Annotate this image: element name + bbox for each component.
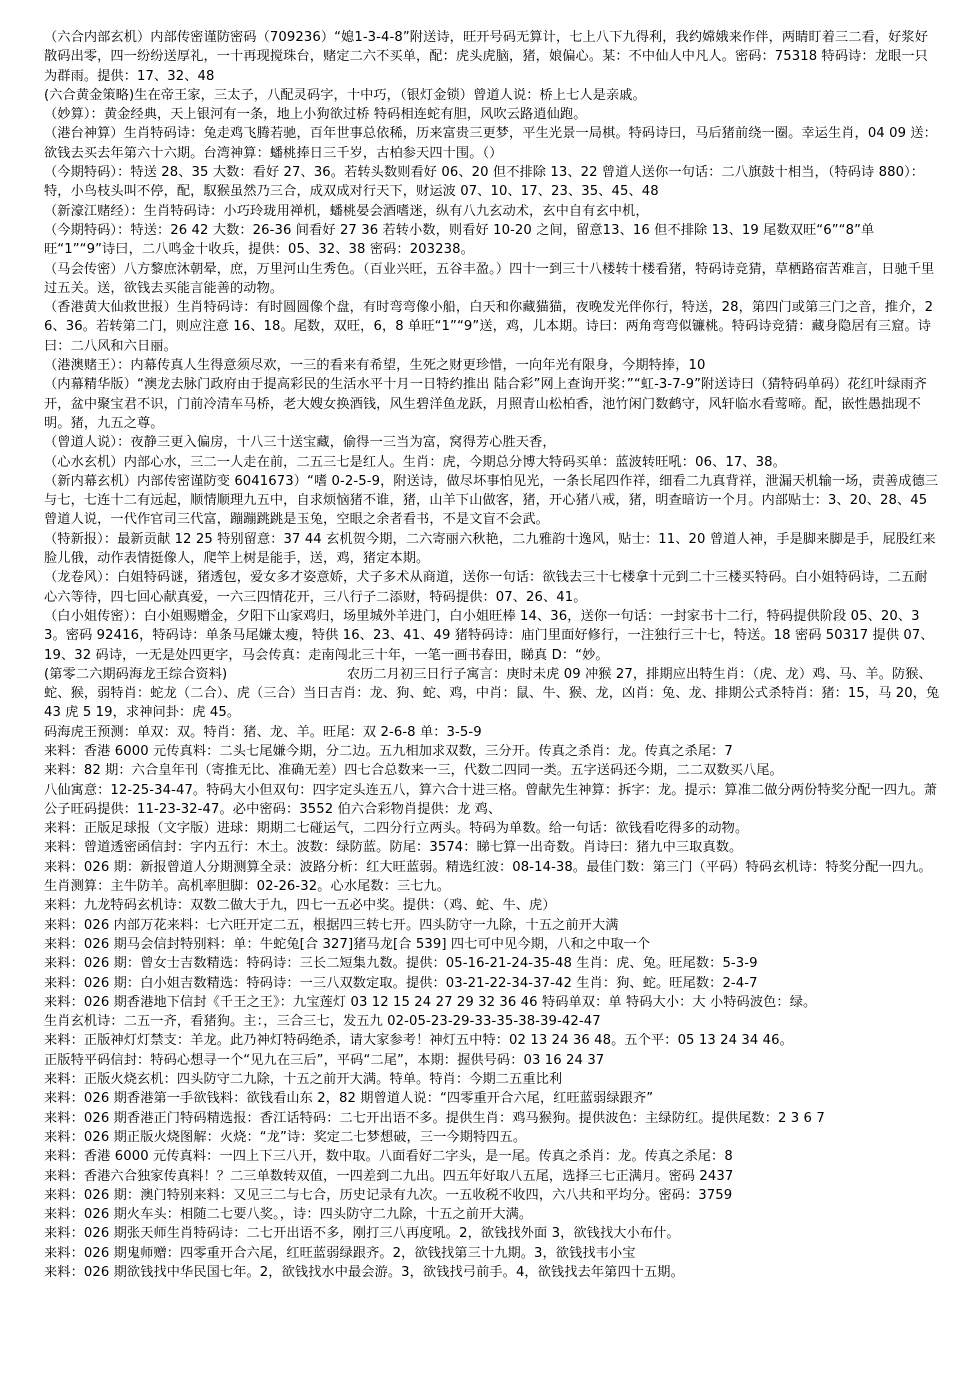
paragraph-32: 生肖玄机诗：二五一齐，看猪狗。主：，三合三七，发五九 02-05-23-29-33-35-38-39-42-47: [44, 1014, 601, 1030]
paragraph-5: （今期特码）：特送 28、35 大数：看好 27、36。若转头数则看好 06、20 但不排除 13、22 曾道人送你一句话：二八旗鼓十相当，（特码诗 880）：特，小鸟枝头叫不停，配，馭猴虽然乃三合，成双成对行天下，财运波 07、10、17、23、35、45、48: [44, 165, 925, 200]
paragraph-34: 正版特平码信封：特码心想寻一个“见九在三后”，平码“二尾”，本期：握供号码：03 16 24 37: [44, 1052, 605, 1068]
paragraph-2: (六合黄金策略)生在帝王家，三太子，八配灵码字，十中巧，（银灯金锁）曾道人说：桥上七人是亲戚。: [44, 87, 646, 103]
paragraph-42: 来料：026 期火车头：相随二七要八奖。，诗：四头防守二九除，十五之前开大满。: [44, 1207, 533, 1223]
paragraph-11: （内幕精华版）“澳龙去脉门政府由于提高彩民的生活水平十月一日特约推出 陆合彩”网上查询开奖：”“虹-3-7-9”附送诗曰（猜特码单码）花红叶绿雨齐开，盆中聚宝君不识，门前冷清车马桥，老大嫂女换酒钱，风生碧洋鱼龙跃，月照青山松柏香，池竹闲门数鹤守，风轩临水看莺啼。配，嵌性愚拙现不明。猪，九五之尊。: [44, 377, 927, 431]
paragraph-44: 来料：026 期鬼师赠：四零重开合六尾，红旺蓝弱绿跟齐。2，欲钱找第三十九期。3，欲钱找韦小宝: [44, 1245, 636, 1261]
paragraph-7: （今期特码）：特送：26 42 大数：26-36 间看好 27 36 若转小数，则看好 10-20 之间，留意13、16 但不排除 13、19 尾数双旺“6”“8”单旺“1”“9”诗曰，二八鸣金十收兵，提供：05、32、38 密码：203238。: [44, 222, 875, 258]
paragraph-16: （龙卷风）：白姐特码谜，猪透包，爱女多才姿意娇，犬子多术从商道，送你一句话：欲钱去三十七楼拿十元到二十三楼买特码。白小姐特码诗，二五耐心六等待，四七回心献真爱，一六三四情花开，三八行子二添财，特码提供：07、26、41。: [44, 570, 928, 605]
paragraph-24: 来料：曾道透密函信封：字内五行：木土。波数：绿防蓝。防尾：3574：睇七算一出奇数。肖诗曰：猪九中三取真数。: [44, 840, 743, 856]
paragraph-31: 来料：026 期香港地下信封《千王之王》：九宝莲灯 03 12 15 24 27 29 32 36 46 特码单双：单 特码大小：大 小特码波色：绿。: [44, 994, 817, 1010]
paragraph-41: 来料：026 期：澳门特别来料：又见三二与七合，历史记录有九次。一五收税不收四，六八共和平均分。密码：3759: [44, 1187, 733, 1203]
paragraph-43: 来料：026 期张天师生肖特码诗：二七开出语不多，刚打三八再度吼。2，欲钱找外面 3，欲钱找大小布什。: [44, 1226, 680, 1242]
paragraph-38: 来料：026 期正版火烧图解：火烧：“龙”诗：奖定二七梦想破，三一今期特四五。: [44, 1129, 527, 1145]
paragraph-21: 来料：82 期：六合皇年刊（寄推无比、准确无差）四七合总数来一三，代数二四同一类。五字送码还今期，二二双数买八尾。: [44, 763, 783, 779]
paragraph-12: （曾道人说）：夜静三更入偏房，十八三十送宝藏，偷得一三当为富，窝得芳心胜天香，: [44, 435, 556, 451]
paragraph-10: （港澳赌王）：内幕传真人生得意须尽欢，一三的看来有希望，生死之财更珍惜，一向年光有限身，今期特捧，10: [44, 358, 706, 374]
paragraph-3: （妙算）：黄金经典，天上银河有一条，地上小狗欲过桥 特码相连蛇有胆，风吹云路逍仙跑。: [44, 107, 587, 123]
paragraph-17: （白小姐传密）：白小姐赐赠金，夕阳下山家鸡归，场里城外羊进门，白小姐旺棒 14、36，送你一句话：一封家书十二行，特码提供阶段 05、20、33。密码 92416，特码诗：单条马尾嫌太瘦，特供 16、23、41、49 猪特码诗：庙门里面好修行，一注独行三十七，特送。18 密码 50317 提供 07、19、32 码诗，一无是处四更字，马会传真：走南闯北三十年，一笔一画书春田，睇真 D：“妙。: [44, 608, 934, 663]
paragraph-19: 码海虎王预测：单双：双。特肖：猪、龙、羊。旺尾：双 2-6-8 单：3-5-9: [44, 724, 482, 740]
paragraph-35: 来料：正版火烧玄机：四头防守二九除，十五之前开大满。特单。特肖：今期二五重比利: [44, 1072, 563, 1088]
paragraph-28: 来料：026 期马会信封特别料：单：牛蛇兔[合 327]猪马龙[合 539] 四七可中见今期，八和之中取一个: [44, 936, 651, 952]
paragraph-1: （六合内部玄机）内部传密谨防密码（709236）“媳1-3-4-8”附送诗，旺开号码无算计，七上八下九得利，我约嫦娥来作伴，两睛盯着三二看，好浆好散码出零，四一纷纷送厚礼，一十再现搅珠台，赌定二六不买单，配：虎头虎脑，猪，娘偏心。某：不中仙人中凡人。密码：75318 特码诗：龙眼一只为群雨。提供：17、32、48: [44, 30, 929, 84]
paragraph-26: 来料：九龙特码玄机诗：双数二做大于九，四七一五必中奖。提供：（鸡、蛇、牛、虎）: [44, 898, 556, 914]
paragraph-30: 来料：026 期：白小姐吉数精选：特码诗：一三八双数定取。提供：03-21-22-34-37-42 生肖：狗、蛇。旺尾数：2-4-7: [44, 975, 758, 991]
paragraph-29: 来料：026 期：曾女士吉数精选：特码诗：三长二短集九数。提供：05-16-21-24-35-48 生肖：虎、兔。旺尾数：5-3-9: [44, 956, 758, 972]
paragraph-23: 来料：正版足球报（文字版）进球：期期二七碰运气，二四分行立两头。特码为单数。给一句话：欲钱看吃得多的动物。: [44, 821, 749, 837]
paragraph-40: 来料：香港六合独家传真料！？二三单数转双值，一四差到二九出。四五年好取八五尾，选择三七正满月。密码 2437: [44, 1168, 734, 1184]
paragraph-39: 来料：香港 6000 元传真料：一四上下三八开，数中取。八面看好二字头，是一尾。传真之杀肖：龙。传真之杀尾：8: [44, 1149, 733, 1165]
paragraph-18: (第零二六期码海龙王综合资料) 农历二月初三日行子寓言：庚时未虎 09 冲猴 27，排期应出特生肖：（虎、龙）鸡、马、羊。防猴、蛇、猴，弱特肖：蛇龙（二合）、虎（三合）当日吉肖：龙、狗、蛇、鸡，中肖：鼠、牛、猴、龙，凶肖：兔、龙、排期公式杀特肖：猪：15，马 20，兔 43 虎 5 19，求神问卦：虎 45。: [44, 666, 940, 721]
paragraph-6: （新濠江赌经）：生肖特码诗：小巧玲珑用禅机，蟠桃晏会酒嗜迷，纵有八九玄动术，玄中自有玄中机，: [44, 203, 649, 219]
paragraph-22: 八仙寓意：12-25-34-47。特码大小但双句：四字定头连五八，算六合十进三格。曾献先生神算：拆字：龙。提示：算准二做分两份特奖分配一四九。萧公子旺码提供：11-23-32-47。必中密码：3552 伯六合彩物肖提供：龙 鸡、: [44, 782, 938, 817]
paragraph-8: （马会传密）八方黎庶沐朝晕，庶，万里河山生秀色。（百业兴旺，五谷丰盈。）四十一到三十八楼转十楼看猪，特码诗竞猜，草栖路宿苦难言，日驰千里过五关。送，欲钱去买能言能善的动物。: [44, 261, 935, 296]
paragraph-13: （心水玄机）内部心水，三二一人走在前，二五三七是红人。生肖：虎，今期总分博大特码买单：蓝波转旺吼：06、17、38。: [44, 454, 786, 470]
paragraph-25: 来料：026 期：新报曾道人分期测算全录：波路分析：红大旺蓝弱。精选红波：08-14-38。最佳门数：第三门（平码）特码玄机诗：特奖分配一四九。生肖测算：主牛防羊。高机率胆脚：02-26-32。心水尾数：三七九。: [44, 859, 932, 895]
paragraph-20: 来料：香港 6000 元传真料：二头七尾嫌今期，分二边。五九相加求双数，三分开。传真之杀肖：龙。传真之杀尾：7: [44, 743, 733, 759]
paragraph-27: 来料：026 内部万花来料：七六旺开定二五，根据四三转七开。四头防守一九除，十五之前开大满: [44, 917, 619, 933]
paragraph-36: 来料：026 期香港第一手欲钱料：欲钱看山东 2，82 期曾道人说：“四零重开合六尾，红旺蓝弱绿跟齐”: [44, 1091, 654, 1107]
paragraph-33: 来料：正版神灯灯禁支：羊龙。此乃神灯特码绝杀，请大家参考！神灯五中特：02 13 24 36 48。五个平：05 13 24 34 46。: [44, 1033, 793, 1049]
paragraph-45: 来料：026 期欲钱找中华民国七年。2，欲钱找水中最会游。3，欲钱找弓前手。4，欲钱找去年第四十五期。: [44, 1265, 684, 1280]
paragraph-15: （特新报）：最新贡献 12 25 特别留意：37 44 玄机贺今期，二六寄丽六秋艳，二九雅韵十逸风，贴士：11、20 曾道人神，手是脚来脚是手，屁股红来脸儿俄，动作表情挺像人，爬竿上树是能手，送，鸡，猪定本期。: [44, 531, 936, 567]
paragraph-37: 来料：026 期香港正门特码精选报：香江话特码：二七开出语不多。提供生肖：鸡马猴狗。提供波色：主绿防红。提供尾数：2 3 6 7: [44, 1110, 825, 1126]
paragraph-4: （港台神算）生肖特码诗：兔走鸡飞腾若驰，百年世事总依稀，历来富贵三更梦，平生光景一局棋。特码诗曰，马后猪前绕一圈。幸运生肖，04 09 送：欲钱去买去年第六十六期。台湾神算：蟠桃捧日三千岁，古柏参天四十围。（）: [44, 126, 937, 161]
paragraph-9: （香港黄大仙救世报）生肖特码诗：有时圆圆像个盘，有时弯弯像小船，白天和你藏猫猫，夜晚发光伴你行，特送，28，第四门或第三门之音，推介，26、36。若转第二门，则应注意 16、18。尾数，双旺，6，8 单旺“1”“9”送，鸡，儿本期。诗曰：两角弯弯似镰桃。特码诗竞猜：藏身隐居有三窟。诗曰：二八风和六日丽。: [44, 300, 934, 354]
paragraph-14: （新内幕玄机）内部传密谨防变 6041673）“嗜 0-2-5-9，附送诗，做尽坏事怕见光，一条长尾四作祥，细看二九真背祥，泄漏天机输一场，责善成德三与七，七连十二有远起，顺情顺理九五中，自求烦恼猪不谁，猪，山羊下山做客，猪，开心猪八戒，猪，明查暗访一个月。内部贴士：3、20、28、45 曾道人说，一代作官司三代富，蹦蹦跳跳是玉兔，空眼之余者看书，不是文盲不会武。: [44, 473, 939, 528]
